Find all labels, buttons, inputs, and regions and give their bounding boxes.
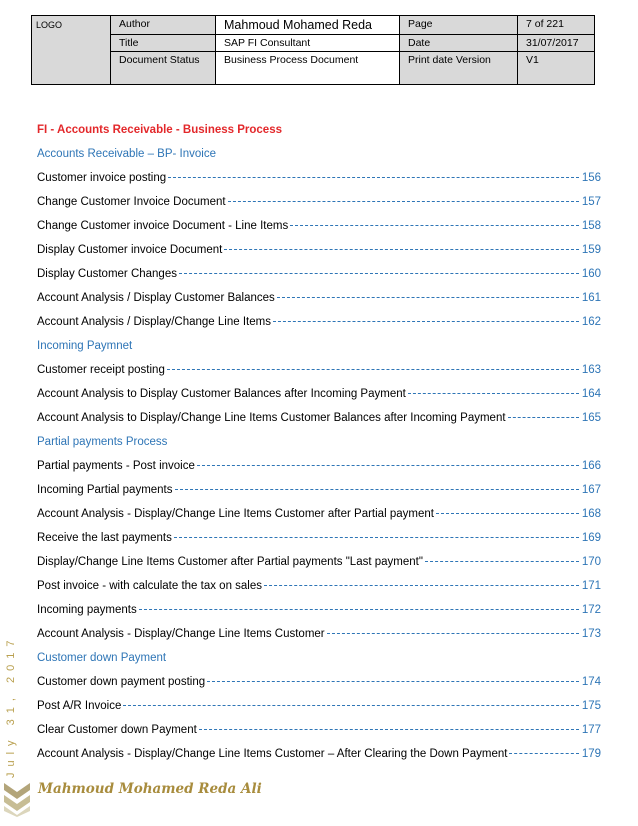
- toc-entry-label: Account Analysis - Display/Change Line Items Customer after Partial payment: [37, 508, 434, 520]
- toc-entry-label: Customer invoice posting: [37, 172, 167, 184]
- toc-entry[interactable]: [37, 550, 601, 574]
- vertical-date: July 31, 2017: [5, 634, 17, 778]
- toc-dot-leader: [199, 728, 579, 730]
- toc-section-heading[interactable]: Customer down Payment: [37, 652, 167, 664]
- toc-entry-page-number: 158: [581, 220, 601, 232]
- toc-entry-label: Account Analysis to Display/Change Line Items Customer Balances after Incoming Payment: [37, 412, 506, 424]
- toc-entry-label: Account Analysis - Display/Change Line Items Customer – After Clearing the Down Payment: [37, 748, 508, 760]
- toc-entry[interactable]: [37, 238, 601, 262]
- author-value: Mahmoud Mohamed Reda: [216, 16, 400, 35]
- print-version-label: Print date Version: [400, 52, 518, 85]
- toc-entry-label: Incoming Partial payments: [37, 484, 173, 496]
- toc-dot-leader: [277, 296, 579, 298]
- toc-entry-label: Incoming payments: [37, 604, 137, 616]
- toc-entry-label: Post A/R Invoice: [37, 700, 122, 712]
- toc-entry-page-number: 159: [581, 244, 601, 256]
- toc-entry-label: Customer down payment posting: [37, 676, 206, 688]
- toc-entry-page-number: 156: [581, 172, 601, 184]
- toc-entry-page-number: 179: [581, 748, 601, 760]
- toc-entry[interactable]: [37, 622, 601, 646]
- toc-entry-label: Display/Change Line Items Customer after Partial payments "Last payment": [37, 556, 423, 568]
- toc-entry[interactable]: [37, 190, 601, 214]
- toc-entry-page-number: 175: [581, 700, 601, 712]
- title-label: Title: [111, 35, 216, 52]
- toc-dot-leader: [509, 752, 578, 754]
- toc-entry-label: Account Analysis - Display/Change Line Items Customer: [37, 628, 325, 640]
- toc-dot-leader: [290, 224, 579, 226]
- toc-entry[interactable]: [37, 262, 601, 286]
- date-label: Date: [400, 35, 518, 52]
- toc-entry[interactable]: [37, 358, 601, 382]
- toc-dot-leader: [174, 536, 579, 538]
- toc-dot-leader: [197, 464, 579, 466]
- toc-entry[interactable]: [37, 310, 601, 334]
- toc-dot-leader: [273, 320, 579, 322]
- toc-entry[interactable]: [37, 166, 601, 190]
- toc-entry-page-number: 171: [581, 580, 601, 592]
- page-label: Page: [400, 16, 518, 35]
- toc-entry-page-number: 167: [581, 484, 601, 496]
- toc-entry-page-number: 174: [581, 676, 601, 688]
- author-label: Author: [111, 16, 216, 35]
- toc-entry-label: Post invoice - with calculate the tax on sales: [37, 580, 263, 592]
- toc-dot-leader: [425, 560, 579, 562]
- table-of-contents: [37, 118, 601, 766]
- toc-entry-label: Partial payments - Post invoice: [37, 460, 195, 472]
- toc-entry-label: Change Customer Invoice Document: [37, 196, 226, 208]
- toc-dot-leader: [436, 512, 579, 514]
- toc-entry-label: Display Customer Changes: [37, 268, 177, 280]
- toc-dot-leader: [327, 632, 579, 634]
- toc-entry[interactable]: [37, 382, 601, 406]
- toc-dot-leader: [508, 416, 579, 418]
- toc-dot-leader: [168, 176, 579, 178]
- toc-entry-page-number: 160: [581, 268, 601, 280]
- toc-entry[interactable]: [37, 670, 601, 694]
- toc-entry-page-number: 177: [581, 724, 601, 736]
- toc-entry-label: Change Customer invoice Document - Line Items: [37, 220, 289, 232]
- toc-entry-page-number: 157: [581, 196, 601, 208]
- toc-entry[interactable]: [37, 526, 601, 550]
- toc-section-heading[interactable]: Accounts Receivable – BP- Invoice: [37, 148, 216, 160]
- toc-entry[interactable]: [37, 694, 601, 718]
- title-value: SAP FI Consultant: [216, 35, 400, 52]
- toc-dot-leader: [408, 392, 579, 394]
- status-value: Business Process Document: [216, 52, 400, 85]
- toc-entry-page-number: 170: [581, 556, 601, 568]
- toc-entry-page-number: 173: [581, 628, 601, 640]
- toc-entry-page-number: 169: [581, 532, 601, 544]
- toc-entry[interactable]: [37, 478, 601, 502]
- toc-entry[interactable]: [37, 454, 601, 478]
- author-signature: Mahmoud Mohamed Reda Ali: [38, 781, 262, 797]
- toc-entry[interactable]: [37, 742, 601, 766]
- toc-entry-label: Receive the last payments: [37, 532, 172, 544]
- date-value: 31/07/2017: [518, 35, 595, 52]
- toc-entry-page-number: 162: [581, 316, 601, 328]
- logo-placeholder: LOGO: [32, 16, 111, 85]
- toc-entry-label: Account Analysis to Display Customer Balances after Incoming Payment: [37, 388, 406, 400]
- toc-entry-page-number: 172: [581, 604, 601, 616]
- toc-entry[interactable]: [37, 286, 601, 310]
- toc-dot-leader: [224, 248, 578, 250]
- status-label: Document Status: [111, 52, 216, 85]
- toc-section-heading[interactable]: Incoming Paymnet: [37, 340, 133, 352]
- toc-entry[interactable]: [37, 406, 601, 430]
- toc-entry-label: Display Customer invoice Document: [37, 244, 223, 256]
- toc-dot-leader: [264, 584, 579, 586]
- toc-title: FI - Accounts Receivable - Business Process: [37, 124, 282, 136]
- toc-dot-leader: [175, 488, 579, 490]
- toc-entry[interactable]: [37, 574, 601, 598]
- toc-dot-leader: [179, 272, 579, 274]
- toc-entry-page-number: 161: [581, 292, 601, 304]
- chevron-logo-icon: [4, 783, 34, 817]
- toc-dot-leader: [228, 200, 579, 202]
- toc-entry-page-number: 165: [581, 412, 601, 424]
- toc-entry[interactable]: [37, 502, 601, 526]
- toc-entry-page-number: 168: [581, 508, 601, 520]
- toc-dot-leader: [207, 680, 579, 682]
- page-value: 7 of 221: [518, 16, 595, 35]
- toc-entry-label: Account Analysis / Display/Change Line Items: [37, 316, 271, 328]
- toc-dot-leader: [139, 608, 579, 610]
- toc-dot-leader: [167, 368, 579, 370]
- toc-entry-page-number: 166: [581, 460, 601, 472]
- toc-entry[interactable]: [37, 214, 601, 238]
- toc-entry-page-number: 164: [581, 388, 601, 400]
- document-header-table: [31, 15, 595, 85]
- toc-entry[interactable]: [37, 598, 601, 622]
- print-version-value: V1: [518, 52, 595, 85]
- toc-entry[interactable]: [37, 718, 601, 742]
- toc-entry-label: Customer receipt posting: [37, 364, 165, 376]
- toc-section-heading[interactable]: Partial payments Process: [37, 436, 168, 448]
- toc-entry-label: Clear Customer down Payment: [37, 724, 197, 736]
- toc-entry-label: Account Analysis / Display Customer Balances: [37, 292, 275, 304]
- toc-entry-page-number: 163: [581, 364, 601, 376]
- toc-dot-leader: [123, 704, 578, 706]
